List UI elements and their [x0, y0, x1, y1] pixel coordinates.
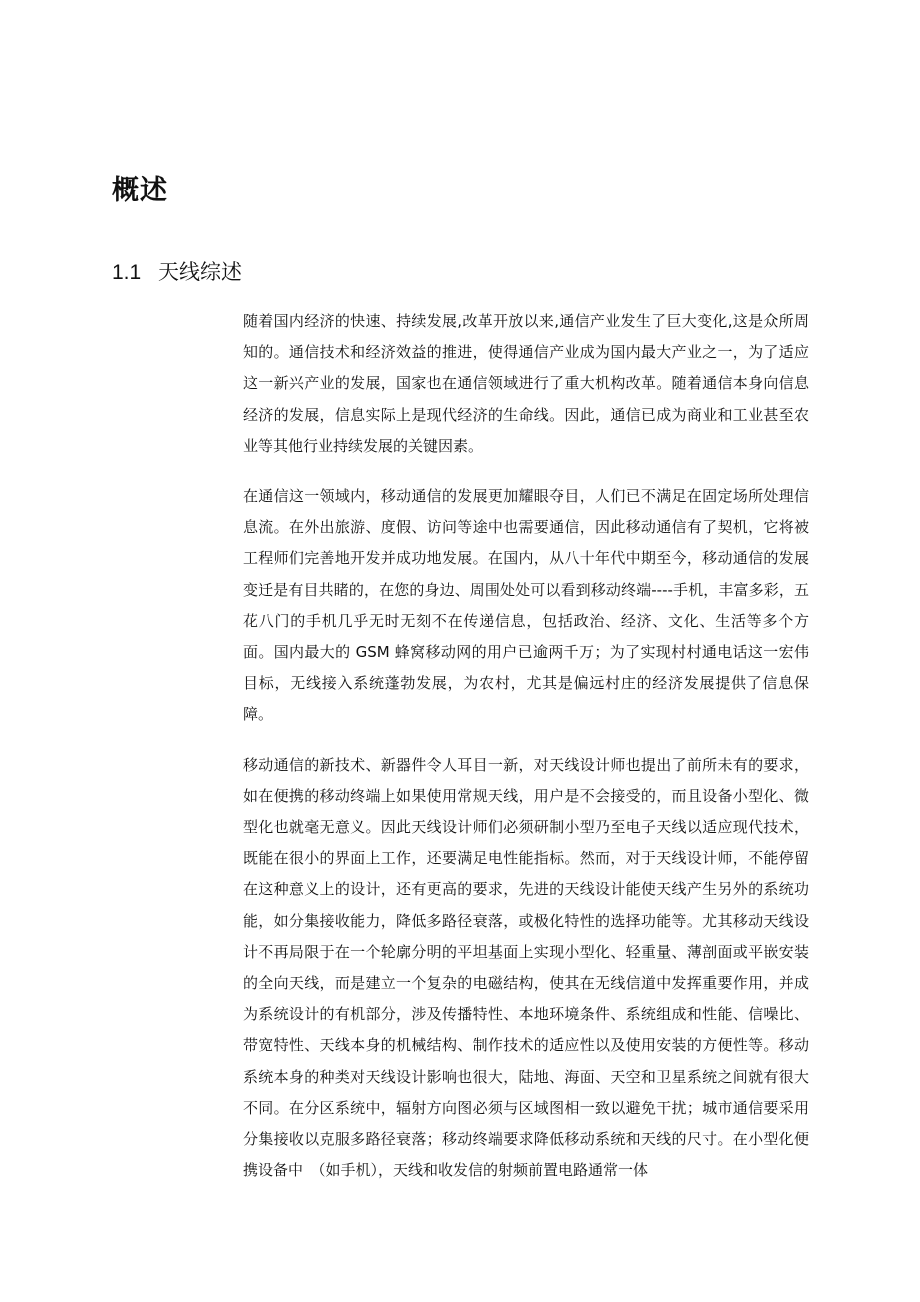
section-number: 1.1: [112, 261, 142, 284]
paragraph-1: 随着国内经济的快速、持续发展,改革开放以来,通信产业发生了巨大变化,这是众所周知的。通信技术和经济效益的推进，使得通信产业成为国内最大产业之一，为了适应这一新兴产业的发展，国家也在通信领域进行了重大机构改革。随着通信本身向信息经济的发展，信息实际上是现代经济的生命线。因此，通信已成为商业和工业甚至农业等其他行业持续发展的关键因素。: [243, 312, 809, 455]
section-heading: [112, 256, 242, 286]
section-body: [243, 306, 809, 1205]
section-title: 天线综述: [158, 260, 242, 284]
chapter-title: 概述: [112, 175, 168, 206]
paragraph-2: 在通信这一领域内，移动通信的发展更加耀眼夺目，人们已不满足在固定场所处理信息流。在外出旅游、度假、访问等途中也需要通信，因此移动通信有了契机，它将被工程师们完善地开发并成功地发展。在国内，从八十年代中期至今，移动通信的发展变迁是有目共睹的，在您的身边、周围处处可以看到移动终端----手机，丰富多彩，五花八门的手机几乎无时无刻不在传递信息，包括政治、经济、文化、生活等多个方面。国内最大的 GSM 蜂窝移动网的用户已逾两千万；为了实现村村通电话这一宏伟目标，无线接入系统蓬勃发展，为农村，尤其是偏远村庄的经济发展提供了信息保障。: [243, 487, 809, 724]
paragraph-3: 移动通信的新技术、新器件令人耳目一新，对天线设计师也提出了前所未有的要求，如在便携的移动终端上如果使用常规天线，用户是不会接受的，而且设备小型化、微型化也就毫无意义。因此天线设计师们必须研制小型乃至电子天线以适应现代技术，既能在很小的界面上工作，还要满足电性能指标。然而，对于天线设计师，不能停留在这种意义上的设计，还有更高的要求，先进的天线设计能使天线产生另外的系统功能，如分集接收能力，降低多路径衰落，或极化特性的选择功能等。尤其移动天线设计不再局限于在一个轮廓分明的平坦基面上实现小型化、轻重量、薄剖面或平嵌安装的全向天线，而是建立一个复杂的电磁结构，使其在无线信道中发挥重要作用，并成为系统设计的有机部分，涉及传播特性、本地环境条件、系统组成和性能、信噪比、带宽特性、天线本身的机械结构、制作技术的适应性以及使用安装的方便性等。移动系统本身的种类对天线设计影响也很大，陆地、海面、天空和卫星系统之间就有很大不同。在分区系统中，辐射方向图必须与区域图相一致以避免干扰；城市通信要采用分集接收以克服多路径衰落；移动终端要求降低移动系统和天线的尺寸。在小型化便携设备中 （如手机），天线和收发信的射频前置电路通常一体: [243, 755, 809, 1180]
